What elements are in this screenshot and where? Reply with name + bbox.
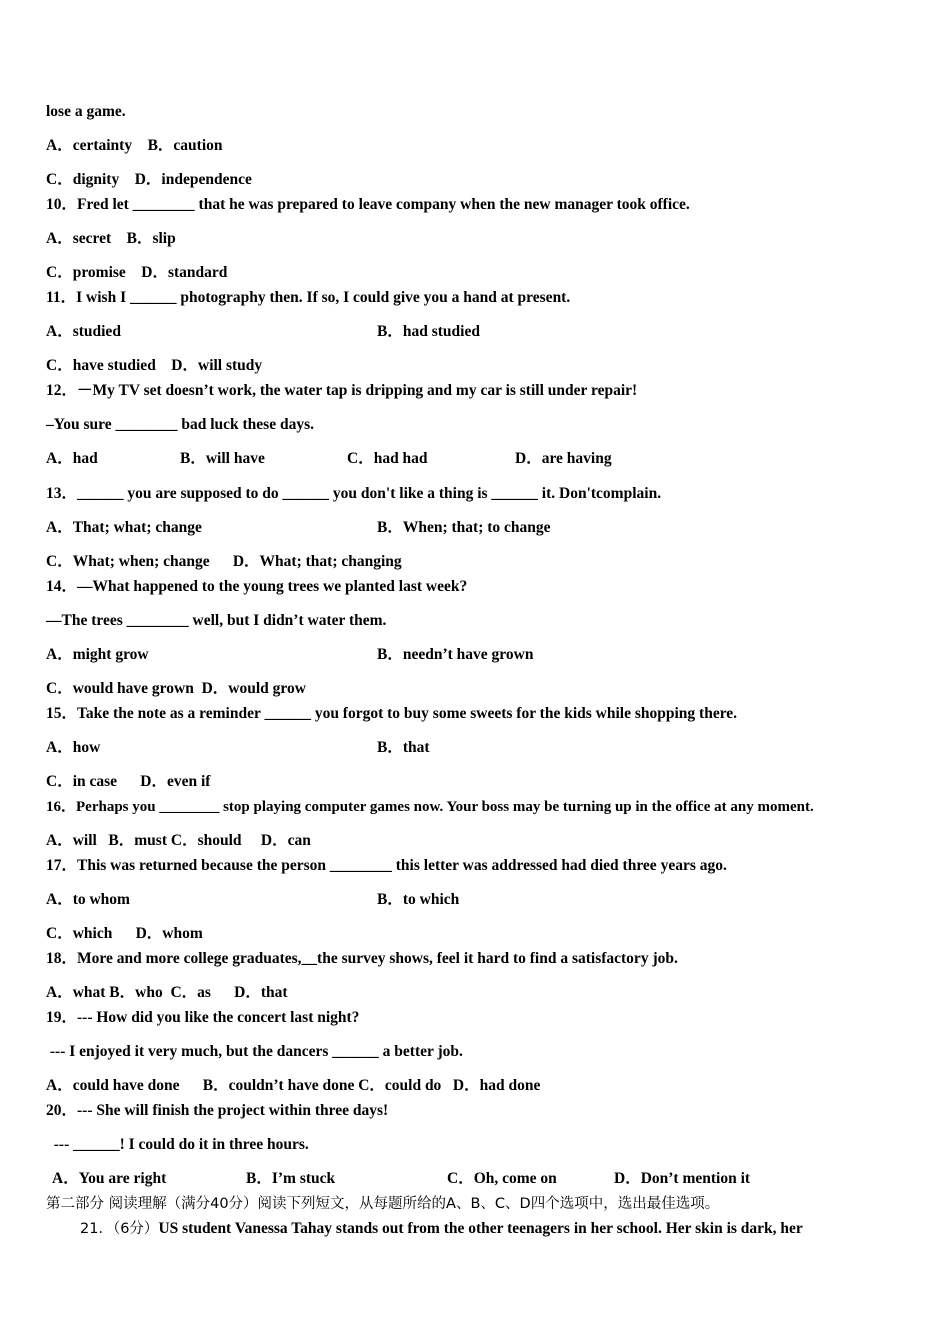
- q21-text: US student Vanessa Tahay stands out from the other teenagers in her school. Her skin is dark, her: [158, 1220, 803, 1237]
- q15-stem: 15．Take the note as a reminder ______ you forgot to buy some sweets for the kids while shopping there.: [46, 705, 738, 722]
- q12-option-b: B．will have: [180, 450, 265, 467]
- q11-option-b: B．had studied: [377, 323, 480, 340]
- q14-stem: 14．—What happened to the young trees we planted last week?: [46, 578, 468, 595]
- q17-option-a: A．to whom: [46, 891, 130, 908]
- q11-stem: 11．I wish I ______ photography then. If so, I could give you a hand at present.: [46, 289, 571, 306]
- q17-option-b: B．to which: [377, 891, 460, 908]
- q10-options-ab: A．secret B．slip: [46, 230, 176, 247]
- q12-stem: 12．－My TV set doesn’t work, the water tap is dripping and my car is still under repair!: [46, 382, 638, 399]
- q20-option-c: C．Oh, come on: [447, 1170, 557, 1187]
- q18-options: A．what B．who C．as D．that: [46, 984, 288, 1001]
- q20-reply: --- ______! I could do it in three hours.: [46, 1136, 309, 1153]
- q19-stem: 19．--- How did you like the concert last night?: [46, 1009, 360, 1026]
- q20-option-d: D．Don’t mention it: [614, 1170, 751, 1187]
- section-heading: 第二部分 阅读理解（满分40分）阅读下列短文，从每题所给的A、B、C、D四个选项中，选出最佳选项。: [46, 1196, 720, 1212]
- q11-option-a: A．studied: [46, 323, 121, 340]
- q13-option-b: B．When; that; to change: [377, 519, 551, 536]
- q12-option-c: C．had had: [347, 450, 428, 467]
- q14-reply: —The trees ________ well, but I didn’t water them.: [46, 612, 387, 629]
- q21-intro: [80, 1219, 803, 1239]
- q10-stem: 10．Fred let ________ that he was prepared to leave company when the new manager took office.: [46, 196, 690, 213]
- q12-option-d: D．are having: [515, 450, 612, 467]
- passage-tail: lose a game.: [46, 103, 126, 120]
- q19-reply: --- I enjoyed it very much, but the dancers ______ a better job.: [46, 1043, 463, 1060]
- q15-option-b: B．that: [377, 739, 430, 756]
- q15-option-a: A．how: [46, 739, 101, 756]
- q14-option-b: B．needn’t have grown: [377, 646, 534, 663]
- q17-options-cd: C．which D．whom: [46, 925, 203, 942]
- q13-options-cd: C．What; when; change D．What; that; changing: [46, 553, 402, 570]
- q9-options-ab: A．certainty B．caution: [46, 137, 223, 154]
- q14-options-cd: C．would have grown D．would grow: [46, 680, 306, 697]
- q9-options-cd: C．dignity D．independence: [46, 171, 252, 188]
- q20-option-b: B．I’m stuck: [246, 1170, 336, 1187]
- q12-option-a: A．had: [46, 450, 98, 467]
- q15-options-cd: C．in case D．even if: [46, 773, 211, 790]
- q19-options: A．could have done B．couldn’t have done C．could do D．had done: [46, 1077, 541, 1094]
- q11-options-cd: C．have studied D．will study: [46, 357, 263, 374]
- q13-option-a: A．That; what; change: [46, 519, 202, 536]
- q20-stem: 20．--- She will finish the project within three days!: [46, 1102, 389, 1119]
- q21-number: 21．（6分）: [80, 1221, 159, 1237]
- q16-options: A．will B．must C．should D．can: [46, 832, 311, 849]
- q13-stem: 13．______ you are supposed to do ______ you don't like a thing is ______ it. Don'tcomplain.: [46, 485, 662, 502]
- q14-option-a: A．might grow: [46, 646, 149, 663]
- q17-stem: 17．This was returned because the person ________ this letter was addressed had died three years ago.: [46, 857, 727, 874]
- q10-options-cd: C．promise D．standard: [46, 264, 228, 281]
- q20-option-a: A．You are right: [52, 1170, 167, 1187]
- q12-reply: –You sure ________ bad luck these days.: [46, 416, 314, 433]
- q18-stem: 18．More and more college graduates,__the survey shows, feel it hard to find a satisfactory job.: [46, 950, 678, 967]
- q16-stem: 16．Perhaps you ________ stop playing computer games now. Your boss may be turning up in the office at any moment.: [46, 799, 814, 815]
